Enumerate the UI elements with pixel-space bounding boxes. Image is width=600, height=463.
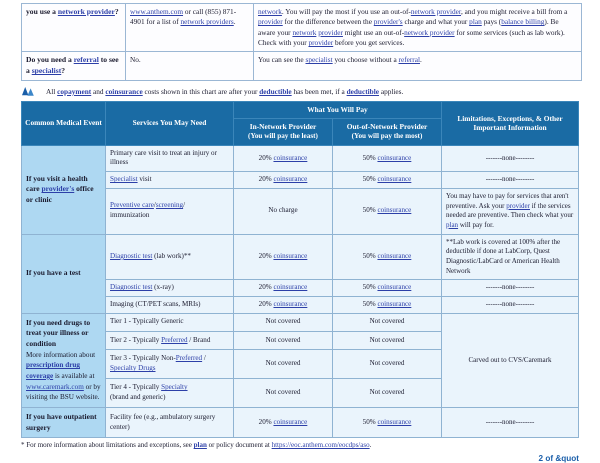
question-text-suffix: ? xyxy=(61,66,66,76)
link-specialist-detail[interactable]: specialist xyxy=(305,55,333,65)
drug-sub-text-2: is available at xyxy=(53,371,95,380)
note-text-2: and xyxy=(91,87,106,96)
limitations-cell-lab: **Lab work is covered at 100% after the deductible if done at LabCorp, Quest Diagnostic/LabCard or American Health Network xyxy=(442,234,579,280)
out-network-value: 50% xyxy=(362,299,376,308)
warning-triangle-icon xyxy=(21,86,36,98)
header-in-network-label: In-Network Provider xyxy=(249,121,317,131)
link-coinsurance[interactable]: coinsurance xyxy=(377,417,412,426)
drug-sub-text-1: More information about xyxy=(26,350,96,359)
service-text: (brand and generic) xyxy=(110,392,166,401)
event-cell-outpatient-surgery: If you have outpatient surgery xyxy=(22,407,106,437)
link-referral[interactable]: referral xyxy=(73,55,99,65)
header-in-network-sublabel: (You will pay the least) xyxy=(248,132,318,141)
in-network-value: 20% xyxy=(258,175,272,184)
link-coinsurance[interactable]: coinsurance xyxy=(377,175,412,184)
service-text: visit xyxy=(137,175,152,184)
link-specialist[interactable]: specialist xyxy=(31,66,62,76)
in-network-cell xyxy=(234,296,333,313)
link-plan[interactable]: plan xyxy=(469,17,482,27)
event-cell-have-a-test: If you have a test xyxy=(22,234,106,313)
benefits-summary-table xyxy=(21,101,579,438)
event-cell-need-drugs: If you need drugs to treat your illness or condition More information about prescription drug coverage is available at www.caremark.com or by visiting the BSU website. xyxy=(22,313,106,407)
link-diagnostic-test[interactable]: Diagnostic test xyxy=(110,283,153,292)
link-providers-charge[interactable]: provider's xyxy=(373,17,403,27)
service-text: / Brand xyxy=(187,335,211,344)
header-common-medical-event: Common Medical Event xyxy=(22,102,106,146)
footnote-text-2: or policy document at xyxy=(206,441,272,450)
footnote xyxy=(21,441,581,449)
service-cell-tier-3 xyxy=(106,350,234,379)
table-row xyxy=(22,313,579,331)
link-anthem-website[interactable]: www.anthem.com xyxy=(130,7,184,16)
link-network[interactable]: network xyxy=(258,7,282,16)
in-network-value: 20% xyxy=(258,153,272,162)
table-row xyxy=(22,188,579,234)
in-network-cell xyxy=(234,234,333,280)
table-header-row-1 xyxy=(22,102,579,119)
footnote-marker: * xyxy=(21,441,25,450)
service-text-pre: Tier 4 - Typically xyxy=(110,383,162,392)
link-balance-billing[interactable]: balance billing xyxy=(501,17,545,27)
service-cell-preventive-care: Preventive care/screening/ immunization xyxy=(106,188,234,234)
service-cell-diagnostic-lab xyxy=(106,234,234,280)
link-provider-preventive[interactable]: provider xyxy=(506,201,530,210)
in-network-value: 20% xyxy=(258,417,272,426)
coverage-questions-table xyxy=(21,3,582,81)
deductible-note-text xyxy=(36,86,403,96)
out-network-cell: Not covered xyxy=(333,379,442,408)
link-plan-footnote[interactable]: plan xyxy=(193,441,207,450)
in-network-value: 20% xyxy=(258,299,272,308)
link-deductible-2[interactable]: deductible xyxy=(346,87,380,96)
out-network-value: 50% xyxy=(362,417,376,426)
limitations-cell-drugs: Carved out to CVS/Caremark xyxy=(442,313,579,407)
service-cell-tier-4 xyxy=(106,379,234,408)
link-preferred[interactable]: Preferred xyxy=(161,335,188,344)
in-network-cell xyxy=(234,407,333,437)
link-referral-detail[interactable]: referral xyxy=(398,55,420,65)
link-network-providers[interactable]: network providers xyxy=(180,17,234,27)
link-provider-3[interactable]: provider xyxy=(308,38,334,48)
link-network-2[interactable]: network xyxy=(292,27,317,37)
out-network-cell xyxy=(333,407,442,437)
limitations-cell: -------none-------- xyxy=(442,145,579,172)
question-text-suffix: ? xyxy=(114,7,119,16)
answer-cell-referral: No. xyxy=(126,52,254,81)
table-row xyxy=(22,52,582,81)
link-coinsurance[interactable]: coinsurance xyxy=(377,283,412,292)
question-text-prefix: you use a xyxy=(26,7,58,16)
table-row xyxy=(22,145,579,172)
service-text: / xyxy=(202,354,206,363)
link-provider-2[interactable]: provider xyxy=(318,27,343,37)
link-coinsurance[interactable]: coinsurance xyxy=(273,417,308,426)
note-text-1: All xyxy=(46,87,58,96)
table-row xyxy=(22,407,579,437)
header-out-network-label: Out-of-Network Provider xyxy=(346,121,428,131)
out-network-value: 50% xyxy=(362,206,376,215)
page-number: 2 of &quot xyxy=(538,454,579,463)
note-text-4: has been met, if a xyxy=(291,87,347,96)
table-row xyxy=(22,172,579,189)
service-text: (lab work)** xyxy=(152,252,191,260)
service-text-pre: Tier 3 - Typically Non- xyxy=(110,354,176,363)
link-coinsurance[interactable]: coinsurance xyxy=(377,153,412,162)
link-specialty-drugs[interactable]: Specialty Drugs xyxy=(110,364,156,373)
limitations-cell: -------none-------- xyxy=(442,172,579,189)
link-coinsurance[interactable]: coinsurance xyxy=(273,153,308,162)
out-network-cell xyxy=(333,172,442,189)
service-text-pre: Tier 2 - Typically xyxy=(110,335,162,344)
limitations-cell: -------none-------- xyxy=(442,296,579,313)
link-prescription-drug-coverage[interactable]: prescription drug coverage xyxy=(26,361,80,380)
limitations-cell: -------none-------- xyxy=(442,280,579,297)
table-row xyxy=(22,280,579,297)
out-network-value: 50% xyxy=(362,175,376,184)
in-network-cell xyxy=(234,280,333,297)
answer-text-2: . xyxy=(233,17,236,27)
out-network-value: 50% xyxy=(362,252,376,260)
in-network-cell: Not covered xyxy=(234,379,333,408)
footnote-text-3: . xyxy=(369,441,372,450)
question-text-mid: to see a xyxy=(26,55,119,76)
header-limitations-exceptions: Limitations, Exceptions, & Other Important Information xyxy=(442,102,579,146)
in-network-cell xyxy=(234,172,333,189)
service-cell-tier-1: Tier 1 - Typically Generic xyxy=(106,313,234,331)
out-network-cell xyxy=(333,145,442,172)
table-row xyxy=(22,234,579,280)
in-network-cell: No charge xyxy=(234,188,333,234)
service-cell-specialist-visit xyxy=(106,172,234,189)
limitations-cell-preventive: You may have to pay for services that aren't preventive. Ask your provider if the services needed are preventive. Then check what your plan will pay for. xyxy=(442,188,579,234)
link-preventive-care[interactable]: Preventive care xyxy=(110,201,154,210)
in-network-cell: Not covered xyxy=(234,331,333,349)
footnote-text-1: For more information about limitations and exceptions, see xyxy=(24,441,194,450)
in-network-value: 20% xyxy=(258,252,272,260)
header-out-of-network-provider xyxy=(333,118,442,145)
service-cell-diagnostic-xray xyxy=(106,280,234,297)
out-network-value: 50% xyxy=(362,283,376,292)
header-services-you-may-need: Services You May Need xyxy=(106,102,234,146)
answer-cell-network-provider xyxy=(126,4,254,52)
question-cell-referral xyxy=(22,52,126,81)
link-coinsurance[interactable]: coinsurance xyxy=(377,299,412,308)
link-coinsurance-note[interactable]: coinsurance xyxy=(105,87,143,96)
link-network-provider-detail[interactable]: network provider xyxy=(410,7,461,16)
service-cell-facility-fee: Facility fee (e.g., ambulatory surgery center) xyxy=(106,407,234,437)
link-coinsurance[interactable]: coinsurance xyxy=(273,283,308,292)
service-text: (x-ray) xyxy=(152,283,174,292)
out-network-cell xyxy=(333,296,442,313)
service-cell-primary-care: Primary care visit to treat an injury or illness xyxy=(106,145,234,172)
link-coinsurance[interactable]: coinsurance xyxy=(377,206,412,215)
out-network-cell: Not covered xyxy=(333,331,442,349)
detail-cell-referral: You can see the specialist you choose without a referral. xyxy=(254,52,582,81)
note-text-3: costs shown in this chart are after your xyxy=(142,87,260,96)
header-out-network-sublabel: (You will pay the most) xyxy=(351,132,423,141)
out-network-value: 50% xyxy=(362,153,376,162)
in-network-value: 20% xyxy=(258,283,272,292)
question-cell-network-provider xyxy=(22,4,126,52)
limitations-cell: -------none-------- xyxy=(442,407,579,437)
out-network-cell xyxy=(333,280,442,297)
link-policy-document-url[interactable]: https://eoc.anthem.com/eocdps/aso xyxy=(271,441,370,450)
question-text-prefix: Do you need a xyxy=(26,55,74,65)
link-specialist-service[interactable]: Specialist xyxy=(110,175,138,184)
detail-cell-network-provider: network. You will pay the most if you use an out-of-network provider, and you might receive a bill from a provider for the difference between the provider's charge and what your plan pays (balance billing). Be aware your network provider might use an out-of-network provider for some services (such as lab work). Check with your provider before you get services. xyxy=(254,4,582,52)
link-coinsurance[interactable]: coinsurance xyxy=(273,299,308,308)
deductible-note-bar xyxy=(21,86,581,98)
link-copayment[interactable]: copayment xyxy=(57,87,92,96)
link-caremark-website[interactable]: www.caremark.com xyxy=(26,382,84,391)
link-network-provider[interactable]: network provider xyxy=(57,7,115,16)
header-in-network-provider xyxy=(234,118,333,145)
link-coinsurance[interactable]: coinsurance xyxy=(273,252,308,260)
service-cell-tier-2 xyxy=(106,331,234,349)
link-non-preferred[interactable]: Preferred xyxy=(175,354,203,363)
answer-text: or call (855) 871-4901 for a list of xyxy=(130,7,237,27)
link-coinsurance[interactable]: coinsurance xyxy=(273,175,308,184)
service-cell-imaging: Imaging (CT/PET scans, MRIs) xyxy=(106,296,234,313)
table-row xyxy=(22,4,582,52)
out-network-cell xyxy=(333,188,442,234)
out-network-cell: Not covered xyxy=(333,313,442,331)
link-screening[interactable]: screening xyxy=(155,201,184,210)
drug-sub-text-3: or by visiting the BSU website. xyxy=(26,382,101,402)
in-network-cell: Not covered xyxy=(234,350,333,379)
out-network-cell: Not covered xyxy=(333,350,442,379)
link-network-provider-3[interactable]: network provider xyxy=(404,27,455,37)
in-network-cell xyxy=(234,145,333,172)
link-plan-preventive[interactable]: plan xyxy=(446,220,459,229)
in-network-cell: Not covered xyxy=(234,313,333,331)
header-what-you-will-pay: What You Will Pay xyxy=(234,102,442,119)
out-network-cell xyxy=(333,234,442,280)
table-row xyxy=(22,296,579,313)
link-provider[interactable]: provider xyxy=(258,17,283,27)
note-text-5: applies. xyxy=(379,87,404,96)
link-coinsurance[interactable]: coinsurance xyxy=(377,252,412,260)
link-diagnostic-test[interactable]: Diagnostic test xyxy=(110,252,153,260)
link-deductible[interactable]: deductible xyxy=(259,87,292,96)
link-specialty[interactable]: Specialty xyxy=(161,383,188,392)
link-providers[interactable]: provider's xyxy=(41,184,75,194)
event-cell-provider-office: If you visit a health care provider's office or clinic xyxy=(22,145,106,234)
